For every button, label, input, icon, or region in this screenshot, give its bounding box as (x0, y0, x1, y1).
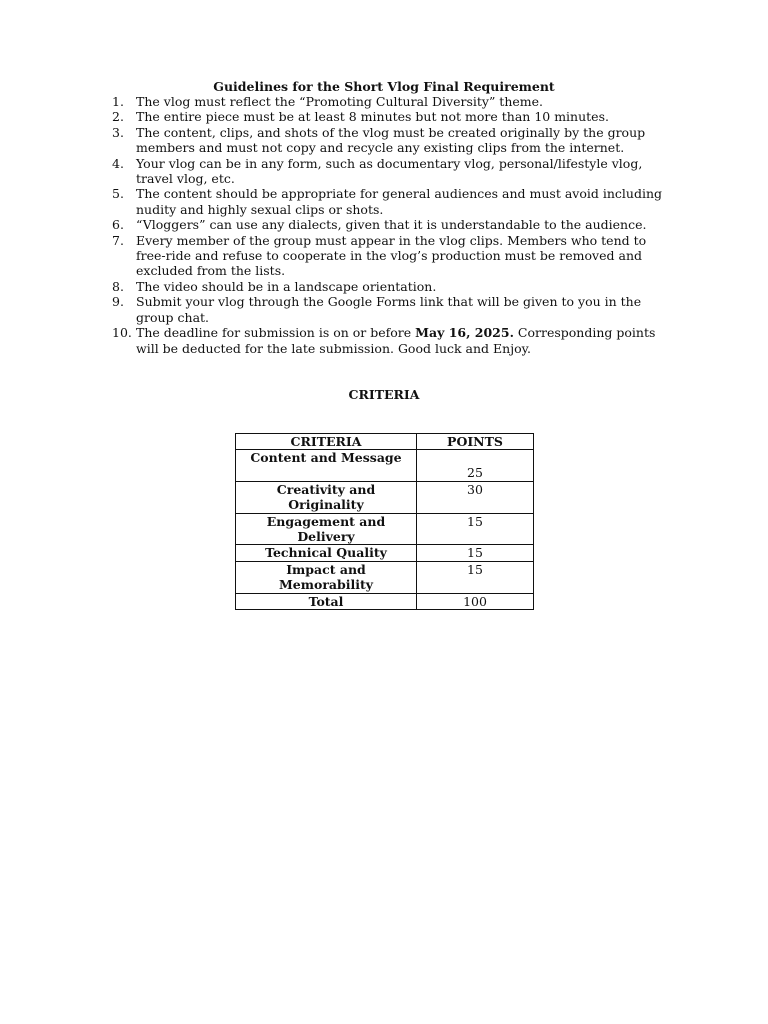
list-item (112, 94, 682, 109)
total-points: 100 (417, 593, 534, 609)
list-item-line: Your vlog can be in any form, such as documentary vlog, personal/lifestyle vlog, (136, 155, 643, 171)
points-cell: 25 (417, 450, 534, 481)
list-item-text (136, 325, 682, 356)
list-item (112, 109, 682, 124)
list-item-line: The vlog must reflect the “Promoting Cultural Diversity” theme. (136, 94, 544, 109)
list-item-number: 1. (112, 94, 124, 109)
list-item-line: The content, clips, and shots of the vlog must be created originally by the group (136, 124, 646, 140)
table-row (236, 545, 534, 561)
guidelines-list (112, 94, 682, 356)
list-item-number: 7. (112, 232, 124, 248)
list-item-line: Every member of the group must appear in the vlog clips. Members who tend to (136, 232, 647, 248)
list-item-text (136, 233, 682, 279)
list-item-number: 9. (112, 294, 124, 310)
document-title: Guidelines for the Short Vlog Final Requirement (213, 79, 555, 94)
list-item-line: free-ride and refuse to cooperate in the vlog’s production must be removed and (136, 248, 642, 264)
list-item-line: nudity and highly sexual clips or shots. (136, 201, 384, 217)
table-row (236, 561, 534, 593)
list-item-line: The content should be appropriate for general audiences and must avoid including (136, 186, 663, 202)
points-cell: 15 (417, 513, 534, 545)
total-label: Total (236, 593, 417, 609)
list-item-line: The entire piece must be at least 8 minutes but not more than 10 minutes. (136, 109, 609, 125)
list-item-line: “Vloggers” can use any dialects, given that it is understandable to the audience. (136, 217, 647, 233)
list-item-line: members and must not copy and recycle any existing clips from the internet. (136, 140, 625, 156)
list-item (112, 186, 682, 217)
list-item-text (136, 125, 682, 156)
list-item-line (136, 325, 682, 340)
list-item-number: 10. (112, 325, 132, 341)
criteria-table (235, 433, 534, 610)
list-item-line: Submit your vlog through the Google Forms link that will be given to you in the (136, 294, 642, 310)
table-total-row (236, 593, 534, 609)
list-item-text (136, 109, 682, 124)
criteria-cell: Creativity and Originality (236, 481, 417, 513)
list-item-number: 8. (112, 278, 124, 294)
points-cell: 15 (417, 545, 534, 561)
list-item-number: 5. (112, 186, 124, 202)
list-item (112, 233, 682, 279)
list-item-line: group chat. (136, 309, 210, 325)
list-item-number: 3. (112, 124, 124, 140)
criteria-heading: CRITERIA (348, 387, 420, 402)
list-item (112, 125, 682, 156)
deadline-date: May 16, 2025. (415, 325, 514, 341)
table-row (236, 481, 534, 513)
table-row (236, 450, 534, 481)
list-item-text (136, 279, 682, 294)
list-item (112, 294, 682, 325)
list-item-text (136, 156, 682, 187)
deadline-text-before: The deadline for submission is on or before (136, 325, 416, 341)
criteria-column-header: CRITERIA (236, 434, 417, 450)
criteria-cell: Impact and Memorability (236, 561, 417, 593)
list-item (112, 217, 682, 232)
criteria-cell: Content and Message (236, 450, 417, 481)
list-item-text (136, 294, 682, 325)
points-cell: 15 (417, 561, 534, 593)
list-item-text (136, 217, 682, 232)
table-header-row (236, 434, 534, 450)
criteria-cell: Engagement and Delivery (236, 513, 417, 545)
list-item-text (136, 186, 682, 217)
list-item-text (136, 94, 682, 109)
list-item-number: 6. (112, 217, 124, 233)
list-item (112, 156, 682, 187)
list-item-line: travel vlog, etc. (136, 171, 235, 187)
points-cell: 30 (417, 481, 534, 513)
list-item-line: The video should be in a landscape orientation. (136, 278, 437, 294)
points-column-header: POINTS (417, 434, 534, 450)
list-item-number: 4. (112, 155, 124, 171)
table-row (236, 513, 534, 545)
criteria-cell: Technical Quality (236, 545, 417, 561)
deadline-text-after: Corresponding points (513, 325, 656, 341)
list-item (112, 325, 682, 356)
list-item-number: 2. (112, 109, 124, 125)
list-item-line: will be deducted for the late submission. Good luck and Enjoy. (136, 340, 531, 356)
list-item (112, 279, 682, 294)
list-item-line: excluded from the lists. (136, 263, 286, 279)
